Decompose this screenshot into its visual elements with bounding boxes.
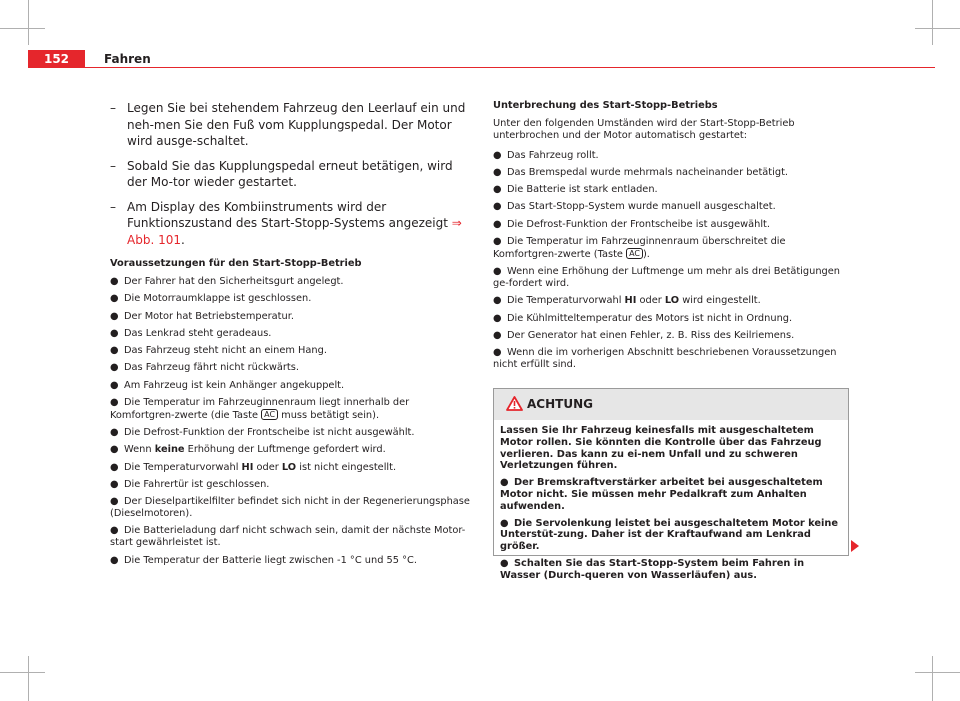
bullet-dot: ● <box>110 276 119 287</box>
list-item <box>110 380 470 392</box>
figure-reference-link[interactable]: ⇒ Abb. 101 <box>127 216 462 247</box>
list-item-text-end: ). <box>642 248 650 260</box>
bullet-dot: ● <box>500 517 509 529</box>
crop-mark <box>932 0 933 45</box>
bullet-dot: ● <box>493 329 502 341</box>
list-item <box>110 427 470 439</box>
list-item-text: Wenn die im vorherigen Abschnitt beschriebenen Voraussetzungen nicht erfüllt sind. <box>493 347 837 370</box>
list-item-text: Das Lenkrad steht geradeaus. <box>124 327 272 339</box>
section-heading: Voraussetzungen für den Start-Stopp-Betrieb <box>110 258 362 269</box>
dash-marker: – <box>110 199 116 214</box>
warning-item <box>500 558 842 582</box>
bullet-dot: ● <box>493 166 502 178</box>
list-item <box>110 444 470 456</box>
list-item <box>110 311 470 323</box>
lo-setting: LO <box>281 461 297 473</box>
list-item-text: Die Batterie ist stark entladen. <box>507 184 658 196</box>
ac-key-symbol: AC <box>626 248 643 259</box>
warning-triangle-icon <box>506 396 523 415</box>
crop-mark <box>28 656 29 701</box>
warning-title: ACHTUNG <box>527 397 593 411</box>
list-item-text: Die Temperatur der Batterie liegt zwischen -1 °C und 55 °C. <box>124 554 417 566</box>
list-item-text: Die Motorraumklappe ist geschlossen. <box>124 293 312 305</box>
list-item <box>493 236 848 261</box>
list-item-text: Der Dieselpartikelfilter befindet sich nicht in der Regenerierungsphase (Dieselmotoren). <box>110 496 470 520</box>
bullet-dot: ● <box>493 184 502 196</box>
bullet-dot: ● <box>110 345 119 357</box>
list-item <box>110 328 470 340</box>
list-item-text: Das Start-Stopp-System wurde manuell ausgeschaltet. <box>507 201 776 213</box>
list-item-text: Wenn eine Erhöhung der Luftmenge um mehr als drei Betätigungen ge-fordert wird. <box>493 266 840 289</box>
bullet-dot: ● <box>493 218 502 230</box>
bullet-dot: ● <box>110 293 119 305</box>
list-item <box>493 313 848 325</box>
list-item <box>493 347 848 371</box>
list-item-text: Die Defrost-Funktion der Frontscheibe ist nicht ausgewählt. <box>124 427 415 439</box>
list-item-text: Die Fahrertür ist geschlossen. <box>124 479 270 491</box>
dash-marker: – <box>110 158 116 173</box>
bullet-dot: ● <box>110 427 119 439</box>
list-item <box>493 184 848 196</box>
list-item-text: Die Kühlmitteltemperatur des Motors ist nicht in Ordnung. <box>507 312 793 324</box>
list-item <box>110 362 470 374</box>
crop-mark <box>915 28 960 29</box>
warning-item <box>500 518 842 553</box>
list-item-text: Das Fahrzeug steht nicht an einem Hang. <box>124 345 327 357</box>
list-item <box>493 201 848 213</box>
section-intro: Unter den folgenden Umständen wird der Start-Stopp-Betrieb unterbrochen und der Motor automatisch gestartet: <box>493 118 795 141</box>
list-item <box>493 150 848 162</box>
bullet-dot: ● <box>110 397 119 409</box>
crop-mark <box>915 672 960 673</box>
step-text: Sobald Sie das Kupplungspedal erneut betätigen, wird der Mo-tor wieder gestartet. <box>127 158 453 189</box>
step-item <box>110 100 470 150</box>
list-item-text-end: wird eingestellt. <box>679 295 761 307</box>
warning-intro: Lassen Sie Ihr Fahrzeug keinesfalls mit ausgeschaltetem Motor rollen. Sie könnten die Kontrolle über das Fahrzeug verlieren. Das kann zu ei-nem Unfall und zu schweren Verletzungen führen. <box>500 425 822 472</box>
crop-mark <box>932 656 933 701</box>
emphasis-text: keine <box>154 444 185 456</box>
list-item <box>493 295 848 307</box>
list-item-text-end: muss betätigt sein). <box>278 409 380 421</box>
left-column <box>110 100 470 572</box>
warning-item-text: Die Servolenkung leistet bei ausgeschaltetem Motor keine Unterstüt-zung. Daher ist der Kraftaufwand am Lenkrad größer. <box>500 517 839 553</box>
list-item-text: Die Temperatur im Fahrzeuginnenraum überschreitet die Komfortgren-zwerte (Taste <box>493 236 786 260</box>
bullet-dot: ● <box>493 266 502 278</box>
list-item-text-mid: oder <box>253 461 282 473</box>
page-number: 152 <box>43 52 70 66</box>
list-item-text: Das Fahrzeug rollt. <box>507 149 599 161</box>
warning-body <box>494 420 848 582</box>
bullet-dot: ● <box>500 477 509 489</box>
list-item <box>110 479 470 491</box>
list-item <box>110 525 470 549</box>
warning-item-text: Schalten Sie das Start-Stopp-System beim Fahren in Wasser (Durch-queren von Wasserläufen) aus. <box>500 557 805 581</box>
ac-key-symbol: AC <box>261 409 278 420</box>
list-item-text: Der Fahrer hat den Sicherheitsgurt angelegt. <box>124 276 344 287</box>
step-item <box>110 199 470 249</box>
lo-setting: LO <box>664 295 680 307</box>
bullet-dot: ● <box>500 557 509 569</box>
section-heading: Unterbrechung des Start-Stopp-Betriebs <box>493 100 718 111</box>
list-item <box>493 330 848 342</box>
list-item <box>110 397 470 422</box>
bullet-dot: ● <box>110 496 119 508</box>
continue-arrow-icon <box>850 537 860 556</box>
list-item-text-mid: oder <box>636 295 665 307</box>
list-item-text: Die Temperaturvorwahl <box>124 461 242 473</box>
list-item-text: Die Defrost-Funktion der Frontscheibe ist ausgewählt. <box>507 218 771 230</box>
bullet-dot: ● <box>493 236 502 248</box>
hi-setting: HI <box>241 461 254 473</box>
header-divider <box>85 67 935 68</box>
bullet-dot: ● <box>493 149 502 161</box>
step-text: Am Display des Kombiinstruments wird der Funktionszustand des Start-Stopp-Systems angezeigt <box>127 199 452 230</box>
bullet-dot: ● <box>110 310 119 322</box>
list-item-text: Die Batterieladung darf nicht schwach sein, damit der nächste Motor-start gewährleistet ist. <box>110 525 466 549</box>
prerequisites-list <box>110 276 470 566</box>
chapter-title: Fahren <box>104 52 151 66</box>
bullet-dot: ● <box>110 379 119 391</box>
list-item-text: Die Temperatur im Fahrzeuginnenraum liegt innerhalb der Komfortgren-zwerte (die Taste <box>110 397 410 421</box>
bullet-dot: ● <box>110 327 119 339</box>
list-item <box>110 276 470 288</box>
step-text-end: . <box>180 232 185 247</box>
list-item-text: Der Generator hat einen Fehler, z. B. Riss des Keilriemens. <box>507 329 795 341</box>
interruption-list <box>493 150 848 371</box>
bullet-dot: ● <box>493 347 502 359</box>
crop-mark <box>28 0 29 45</box>
list-item-text-end: ist nicht eingestellt. <box>296 461 397 473</box>
list-item <box>110 462 470 474</box>
bullet-dot: ● <box>110 554 119 566</box>
list-item-text: Am Fahrzeug ist kein Anhänger angekuppelt. <box>124 379 345 391</box>
bullet-dot: ● <box>110 525 119 537</box>
bullet-dot: ● <box>493 295 502 307</box>
list-item <box>110 345 470 357</box>
bullet-dot: ● <box>110 444 119 456</box>
list-item-text: Wenn <box>124 444 155 456</box>
bullet-dot: ● <box>110 362 119 374</box>
dash-marker: – <box>110 101 116 115</box>
bullet-dot: ● <box>493 201 502 213</box>
list-item <box>110 496 470 520</box>
step-text: Legen Sie bei stehendem Fahrzeug den Leerlauf ein und neh-men Sie den Fuß vom Kupplungspedal. Der Motor wird ausge-schaltet. <box>127 101 466 148</box>
list-item-text: Das Fahrzeug fährt nicht rückwärts. <box>124 362 299 374</box>
list-item <box>110 555 470 567</box>
bullet-dot: ● <box>493 312 502 324</box>
list-item-text: Das Bremspedal wurde mehrmals nacheinander betätigt. <box>507 166 789 178</box>
list-item-text: Die Temperaturvorwahl <box>507 295 625 307</box>
crop-mark <box>0 672 45 673</box>
list-item <box>493 266 848 290</box>
crop-mark <box>0 28 45 29</box>
bullet-dot: ● <box>110 461 119 473</box>
warning-item <box>500 477 842 512</box>
warning-header <box>494 389 848 420</box>
step-item <box>110 158 470 191</box>
warning-box <box>493 388 849 581</box>
bullet-dot: ● <box>110 479 119 491</box>
list-item <box>110 293 470 305</box>
warning-item-text: Der Bremskraftverstärker arbeitet bei ausgeschaltetem Motor nicht. Sie müssen mehr Pedalkraft zum Anhalten aufwenden. <box>500 477 823 512</box>
list-item <box>493 219 848 231</box>
hi-setting: HI <box>624 295 637 307</box>
list-item-text: Der Motor hat Betriebstemperatur. <box>124 310 294 322</box>
right-column <box>493 100 848 376</box>
list-item-text-end: Erhöhung der Luftmenge gefordert wird. <box>184 444 386 456</box>
list-item <box>493 167 848 179</box>
